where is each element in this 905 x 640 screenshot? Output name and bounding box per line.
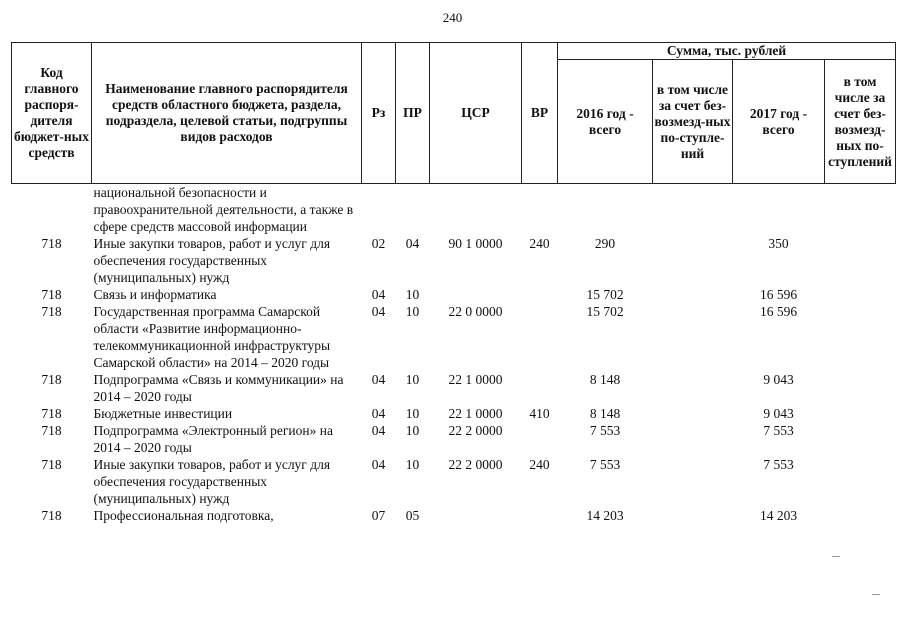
cell-rz: 04: [371, 423, 386, 438]
header-2016-total: 2016 год - всего: [558, 60, 653, 184]
cell-pr: 10: [405, 372, 420, 387]
cell-pr: [396, 184, 430, 236]
cell-2016-total: [558, 184, 653, 236]
cell-2016-total: 15 702: [586, 304, 624, 319]
cell-code: 718: [41, 457, 62, 472]
cell-code: 718: [41, 372, 62, 387]
cell-2017-grants: [825, 456, 896, 507]
cell-rz: 04: [371, 406, 386, 421]
cell-pr: 04: [405, 236, 420, 251]
cell-name: Связь и информатика: [93, 287, 217, 302]
cell-code: 718: [41, 423, 62, 438]
cell-2016-grants: [653, 507, 733, 524]
cell-2017-total: 7 553: [763, 423, 794, 438]
table-row: [12, 456, 896, 507]
cell-2017-grants: [825, 286, 896, 303]
cell-rz: 04: [371, 372, 386, 387]
cell-2017-total: 9 043: [763, 372, 794, 387]
table-row: [12, 507, 896, 524]
cell-2016-grants: [653, 235, 733, 286]
table-body: [12, 184, 896, 525]
cell-2017-total: 350: [768, 236, 789, 251]
page-number: 240: [442, 10, 463, 25]
cell-2016-grants: [653, 456, 733, 507]
cell-2016-total: 14 203: [586, 508, 624, 523]
cell-code: 718: [41, 508, 62, 523]
table-row: [12, 286, 896, 303]
cell-name: Государственная программа Самарской области «Развитие информационно-телекоммуникационной инфраструктуры Самарской области» на 2014 – 2020 годы: [93, 304, 331, 370]
cell-name: Бюджетные инвестиции: [93, 406, 233, 421]
cell-2016-total: 290: [594, 236, 616, 251]
cell-csr: 22 2 0000: [448, 423, 503, 438]
cell-2016-grants: [653, 405, 733, 422]
cell-code: 718: [41, 304, 62, 319]
header-code: Код главного распоря-дителя бюджет-ных средств: [12, 43, 92, 184]
budget-table: [11, 42, 896, 524]
cell-2016-total: 7 553: [589, 457, 621, 472]
cell-name: национальной безопасности и правоохранительной деятельности, а также в сфере средств массовой информации: [93, 185, 354, 234]
table-row: [12, 303, 896, 371]
table-row: [12, 422, 896, 456]
cell-csr: [430, 286, 522, 303]
cell-2017-grants: [825, 422, 896, 456]
cell-vr: [522, 286, 558, 303]
table-row: [12, 235, 896, 286]
cell-code: 718: [41, 287, 62, 302]
header-2016-grants: в том числе за счет без-возмезд-ных по-ступле-ний: [653, 60, 733, 184]
cell-vr: [522, 184, 558, 236]
cell-2016-total: 8 148: [589, 406, 621, 421]
cell-2016-grants: [653, 422, 733, 456]
table-row: [12, 371, 896, 405]
cell-2016-total: 15 702: [586, 287, 624, 302]
cell-csr: [430, 507, 522, 524]
header-sum-group: Сумма, тыс. рублей: [558, 43, 896, 60]
cell-2017-total: 16 596: [759, 304, 798, 319]
cell-2017-grants: [825, 371, 896, 405]
cell-vr: 240: [529, 236, 550, 251]
cell-name: Профессиональная подготовка,: [93, 508, 274, 523]
cell-csr: 22 2 0000: [448, 457, 503, 472]
cell-2017-total: [733, 184, 825, 236]
header-pr: ПР: [396, 43, 430, 184]
cell-vr: 240: [529, 457, 550, 472]
cell-pr: 10: [405, 287, 420, 302]
cell-code: 718: [41, 236, 62, 251]
cell-2017-total: 16 596: [759, 287, 798, 302]
scan-mark: [872, 594, 880, 595]
cell-pr: 10: [405, 406, 420, 421]
cell-pr: 05: [405, 508, 420, 523]
cell-name: Иные закупки товаров, работ и услуг для обеспечения государственных (муниципальных) нужд: [93, 236, 331, 285]
cell-2016-grants: [653, 184, 733, 236]
cell-vr: 410: [529, 406, 550, 421]
cell-2017-grants: [825, 303, 896, 371]
cell-name: Иные закупки товаров, работ и услуг для обеспечения государственных (муниципальных) нужд: [93, 457, 331, 506]
cell-2017-grants: [825, 235, 896, 286]
header-2017-total: 2017 год - всего: [733, 60, 825, 184]
cell-csr: 22 1 0000: [448, 406, 503, 421]
table-row: [12, 405, 896, 422]
cell-name: Подпрограмма «Связь и коммуникации» на 2014 – 2020 годы: [93, 372, 344, 404]
cell-2017-total: 9 043: [763, 406, 794, 421]
cell-rz: 04: [371, 287, 386, 302]
cell-2017-grants: [825, 184, 896, 236]
cell-pr: 10: [405, 423, 420, 438]
cell-2017-total: 7 553: [763, 457, 794, 472]
cell-code: [12, 184, 92, 236]
cell-csr: 22 1 0000: [448, 372, 503, 387]
cell-vr: [522, 507, 558, 524]
cell-2017-total: 14 203: [759, 508, 798, 523]
table-row: [12, 184, 896, 236]
cell-2017-grants: [825, 405, 896, 422]
cell-csr: 22 0 0000: [448, 304, 503, 319]
cell-2017-grants: [825, 507, 896, 524]
header-name: Наименование главного распорядителя средств областного бюджета, раздела, подраздела, целевой статьи, подгруппы видов расходов: [92, 43, 362, 184]
header-csr: ЦСР: [430, 43, 522, 184]
cell-name: Подпрограмма «Электронный регион» на 2014 – 2020 годы: [93, 423, 333, 455]
cell-rz: [362, 184, 396, 236]
cell-rz: 02: [371, 236, 386, 251]
cell-pr: 10: [405, 457, 420, 472]
cell-csr: 90 1 0000: [448, 236, 503, 251]
cell-2016-total: 7 553: [589, 423, 621, 438]
header-vr: ВР: [522, 43, 558, 184]
cell-2016-grants: [653, 286, 733, 303]
cell-vr: [522, 303, 558, 371]
cell-rz: 04: [371, 304, 386, 319]
scan-mark: [832, 556, 840, 557]
cell-2016-grants: [653, 371, 733, 405]
cell-pr: 10: [405, 304, 420, 319]
cell-csr: [430, 184, 522, 236]
cell-2016-grants: [653, 303, 733, 371]
cell-vr: [522, 422, 558, 456]
cell-vr: [522, 371, 558, 405]
cell-rz: 07: [371, 508, 386, 523]
cell-2016-total: 8 148: [589, 372, 621, 387]
cell-code: 718: [41, 406, 62, 421]
cell-rz: 04: [371, 457, 386, 472]
header-rz: Рз: [362, 43, 396, 184]
header-2017-grants: в том числе за счет без-возмезд-ных по-ступлений: [825, 60, 896, 184]
